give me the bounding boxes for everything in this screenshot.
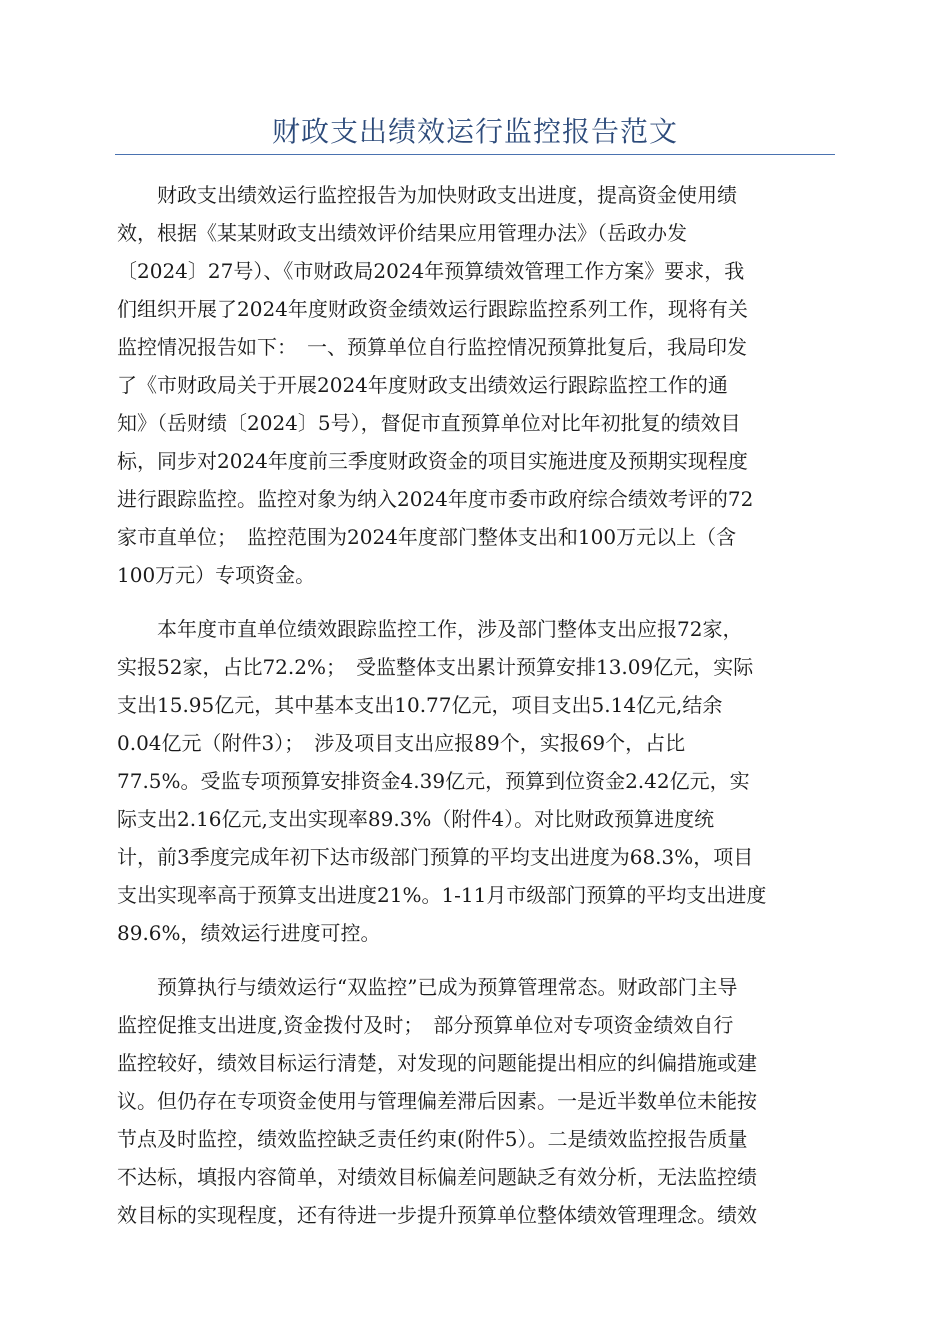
text-line: 效目标的实现程度，还有待进一步提升预算单位整体绩效管理理念。绩效 [117, 1203, 757, 1227]
text-line: 〔2024〕27号）、《市财政局2024年预算绩效管理工作方案》要求，我 [117, 259, 745, 283]
text-line: 知》（岳财绩〔2024〕5号），督促市直预算单位对比年初批复的绩效目 [117, 411, 741, 435]
text-line: 本年度市直单位绩效跟踪监控工作，涉及部门整体支出应报72家， [117, 617, 743, 641]
text-line: 监控情况报告如下： 一、预算单位自行监控情况预算批复后，我局印发 [117, 335, 747, 359]
paragraph [117, 176, 833, 594]
text-line: 财政支出绩效运行监控报告为加快财政支出进度，提高资金使用绩 [117, 183, 737, 207]
text-line: 支出实现率高于预算支出进度21%。1-11月市级部门预算的平均支出进度 [117, 883, 767, 907]
page-title: 财政支出绩效运行监控报告范文 [271, 115, 678, 148]
text-line: 家市直单位； 监控范围为2024年度部门整体支出和100万元以上（含 [117, 525, 737, 549]
paragraph [117, 968, 833, 1234]
text-line: 监控促推支出进度,资金拨付及时； 部分预算单位对专项资金绩效自行 [117, 1013, 734, 1037]
text-line: 们组织开展了2024年度财政资金绩效运行跟踪监控系列工作，现将有关 [117, 297, 748, 321]
text-line: 0.04亿元（附件3）； 涉及项目支出应报89个，实报69个，占比 [117, 731, 686, 755]
text-line: 际支出2.16亿元,支出实现率89.3%（附件4）。对比财政预算进度统 [117, 807, 715, 831]
text-line: 77.5%。受监专项预算安排资金4.39亿元，预算到位资金2.42亿元，实 [117, 769, 750, 793]
title-underline [115, 154, 835, 155]
text-line: 计，前3季度完成年初下达市级部门预算的平均支出进度为68.3%，项目 [117, 845, 754, 869]
text-line: 议。但仍存在专项资金使用与管理偏差滞后因素。一是近半数单位未能按 [117, 1089, 757, 1113]
text-line: 监控较好，绩效目标运行清楚，对发现的问题能提出相应的纠偏措施或建 [117, 1051, 757, 1075]
text-line: 预算执行与绩效运行“双监控”已成为预算管理常态。财政部门主导 [117, 975, 738, 999]
text-line: 效，根据《某某财政支出绩效评价结果应用管理办法》（岳政办发 [117, 221, 687, 245]
paragraph [117, 610, 833, 952]
text-line: 进行跟踪监控。监控对象为纳入2024年度市委市政府综合绩效考评的72 [117, 487, 754, 511]
text-line: 实报52家，占比72.2%； 受监整体支出累计预算安排13.09亿元，实际 [117, 655, 754, 679]
document-body [117, 176, 833, 1250]
text-line: 不达标，填报内容简单，对绩效目标偏差问题缺乏有效分析，无法监控绩 [117, 1165, 757, 1189]
text-line: 了《市财政局关于开展2024年度财政支出绩效运行跟踪监控工作的通 [117, 373, 728, 397]
text-line: 支出15.95亿元，其中基本支出10.77亿元，项目支出5.14亿元,结余 [117, 693, 723, 717]
text-line: 节点及时监控，绩效监控缺乏责任约束(附件5）。二是绩效监控报告质量 [117, 1127, 748, 1151]
text-line: 89.6%，绩效运行进度可控。 [117, 921, 381, 945]
text-line: 100万元）专项资金。 [117, 563, 316, 587]
text-line: 标，同步对2024年度前三季度财政资金的项目实施进度及预期实现程度 [117, 449, 748, 473]
